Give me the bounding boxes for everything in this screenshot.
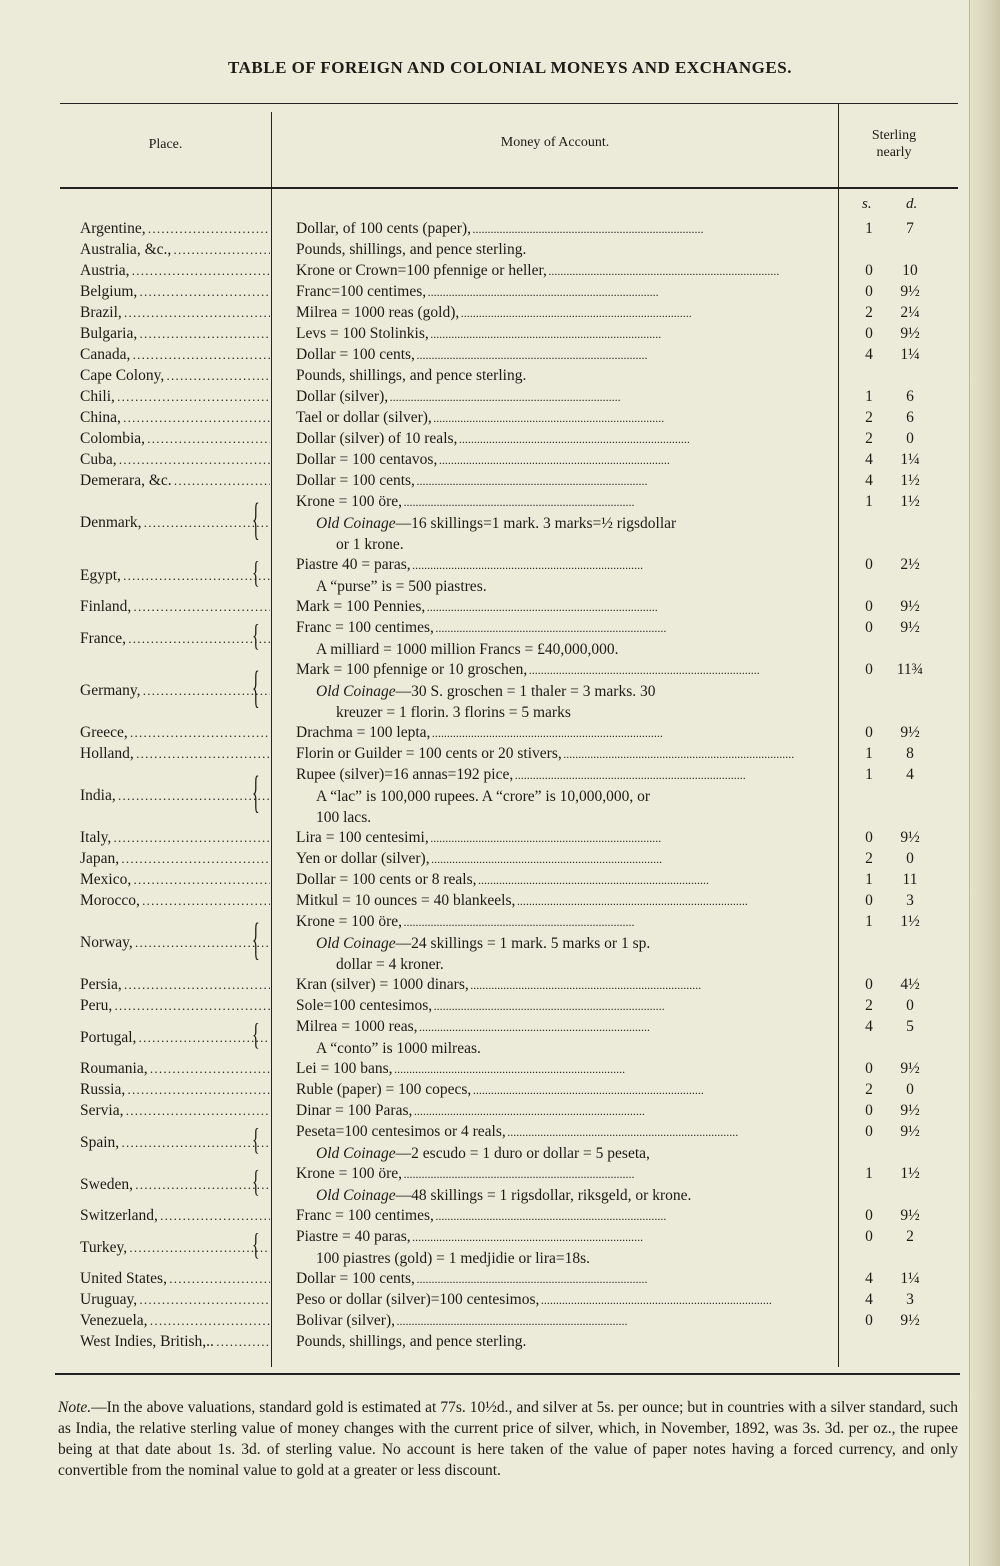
brace-mark: { (252, 557, 260, 591)
row-money-of-account (296, 974, 836, 996)
money-line: Milrea = 1000 reas (gold), . . . (296, 302, 836, 324)
row-pence: 9½ (900, 1312, 920, 1329)
row-money-of-account (296, 617, 836, 660)
row-shillings: 0 (865, 1207, 873, 1224)
row-pence: 9½ (900, 1207, 920, 1224)
table-row (0, 491, 960, 554)
table-row (0, 386, 960, 407)
row-pence: 1¼ (900, 346, 920, 363)
row-pence: 11 (902, 871, 918, 888)
money-line: Levs = 100 Stolinkis, . . . (296, 323, 836, 345)
row-pence: 2½ (900, 556, 920, 573)
row-money-of-account (296, 1016, 836, 1059)
money-line: Dollar (silver) of 10 reals, . . . (296, 428, 836, 450)
row-shillings: 0 (865, 1060, 873, 1077)
money-line: Dollar = 100 cents or 8 reals, . . . (296, 869, 836, 891)
row-money-of-account (296, 554, 836, 597)
row-money-of-account (296, 239, 836, 260)
money-note-line: A “conto” is 1000 milreas. (316, 1040, 481, 1057)
header-sterling (839, 127, 949, 161)
row-pence: 9½ (900, 724, 920, 741)
money-line: Mitkul = 10 ounces = 40 blankeels, . . . (296, 890, 836, 912)
row-shillings: 1 (865, 766, 873, 783)
table-row (0, 1205, 960, 1226)
table-row (0, 449, 960, 470)
money-line: Peseta=100 centesimos or 4 reals, . . . (296, 1121, 836, 1143)
row-place: West Indies, British,.. . . . (80, 1331, 270, 1352)
row-place: Portugal, . . . (80, 1027, 270, 1048)
row-shillings: 0 (865, 892, 873, 909)
row-shillings: 0 (865, 556, 873, 573)
row-place: Sweden, . . . (80, 1174, 270, 1195)
page-title: TABLE OF FOREIGN AND COLONIAL MONEYS AND EXCHANGES. (228, 58, 792, 77)
row-pence: 6 (906, 388, 914, 405)
money-line: Dollar = 100 cents, . . . (296, 1268, 836, 1290)
header-place: Place. (148, 137, 183, 152)
row-money-of-account (296, 281, 836, 303)
money-line: Mark = 100 pfennige or 10 groschen, . . . (296, 659, 836, 681)
table-row (0, 911, 960, 974)
row-shillings: 0 (865, 283, 873, 300)
money-line: Franc = 100 centimes, . . . (296, 1205, 836, 1227)
old-coinage-text: —48 skillings = 1 rigsdollar, riksgeld, or krone. (395, 1187, 692, 1204)
row-place: Australia, &c., . . . (80, 239, 270, 260)
row-place: Brazil, . . . (80, 302, 270, 323)
row-pence: 0 (906, 430, 914, 447)
money-line: Ruble (paper) = 100 copecs, . . . (296, 1079, 836, 1101)
money-line: Dinar = 100 Paras, . . . (296, 1100, 836, 1122)
money-line: Piastre = 40 paras, . . . (296, 1226, 836, 1248)
row-shillings: 4 (865, 451, 873, 468)
money-note-line: 100 lacs. (316, 809, 372, 826)
old-coinage-label: Old Coinage (316, 1145, 396, 1162)
row-money-of-account (296, 491, 836, 555)
table-row (0, 344, 960, 365)
brace-mark: { (252, 1019, 260, 1053)
row-money-of-account (296, 911, 836, 975)
brace-mark: { (252, 1166, 260, 1200)
money-line: Sole=100 centesimos, . . . (296, 995, 836, 1017)
row-shillings: 4 (865, 1018, 873, 1035)
row-shillings: 4 (865, 472, 873, 489)
footnote-label: Note. (58, 1399, 92, 1416)
row-money-of-account (296, 1268, 836, 1290)
table-row (0, 890, 960, 911)
row-pence: 9½ (900, 598, 920, 615)
row-money-of-account (296, 1058, 836, 1080)
row-pence: 0 (906, 850, 914, 867)
header-sterling-line2: nearly (876, 145, 912, 160)
row-pence: 2¼ (900, 304, 920, 321)
money-line: Pounds, shillings, and pence sterling. (296, 1333, 527, 1350)
brace-mark: { (252, 916, 260, 966)
table-row (0, 323, 960, 344)
money-line: Dollar = 100 centavos, . . . (296, 449, 836, 471)
row-pence: 3 (906, 892, 914, 909)
old-coinage-label: Old Coinage (316, 1187, 396, 1204)
row-place: Cape Colony, . . . (80, 365, 270, 386)
row-shillings: 2 (865, 430, 873, 447)
table-row (0, 764, 960, 827)
table-row (0, 995, 960, 1016)
money-note-line: 100 piastres (gold) = 1 medjidie or lira=18s. (316, 1250, 591, 1267)
row-place: Spain, . . . (80, 1132, 270, 1153)
row-place: Germany, . . . (80, 680, 270, 701)
money-note-line (296, 933, 836, 954)
money-line: Rupee (silver)=16 annas=192 pice, . . . (296, 764, 836, 786)
row-pence: 1¼ (900, 451, 920, 468)
row-money-of-account (296, 1121, 836, 1164)
row-place: United States, . . . (80, 1268, 270, 1289)
row-place: Venezuela, . . . (80, 1310, 270, 1331)
row-pence: 9½ (900, 619, 920, 636)
row-place: Chili, . . . (80, 386, 270, 407)
row-shillings: 0 (865, 661, 873, 678)
money-note-line: A milliard = 1000 million Francs = £40,000,000. (316, 641, 619, 658)
row-pence: 1½ (900, 913, 920, 930)
row-shillings: 0 (865, 1102, 873, 1119)
table-bottom-rule (55, 1373, 960, 1375)
old-coinage-label: Old Coinage (316, 935, 396, 952)
row-shillings: 1 (865, 220, 873, 237)
row-pence: 1¼ (900, 1270, 920, 1287)
row-shillings: 1 (865, 493, 873, 510)
row-shillings: 0 (865, 598, 873, 615)
money-line: Florin or Guilder = 100 cents or 20 stivers, . . . (296, 743, 836, 765)
row-shillings: 0 (865, 724, 873, 741)
row-pence: 4 (906, 766, 914, 783)
row-place: Argentine, . . . (80, 218, 270, 239)
table-row (0, 596, 960, 617)
row-shillings: 1 (865, 388, 873, 405)
row-money-of-account (296, 1205, 836, 1227)
old-coinage-text: —2 escudo = 1 duro or dollar = 5 peseta, (395, 1145, 650, 1162)
money-note-line: kreuzer = 1 florin. 3 florins = 5 marks (336, 704, 571, 721)
table-row (0, 659, 960, 722)
row-place: Turkey, . . . (80, 1237, 270, 1258)
money-line: Kran (silver) = 1000 dinars, . . . (296, 974, 836, 996)
money-line: Franc = 100 centimes, . . . (296, 617, 836, 639)
row-money-of-account (296, 1310, 836, 1332)
table-row (0, 1079, 960, 1100)
table-row (0, 1226, 960, 1268)
money-line: Lira = 100 centesimi, . . . (296, 827, 836, 849)
header-money: Money of Account. (500, 135, 610, 150)
table-row (0, 1058, 960, 1079)
table-row (0, 1289, 960, 1310)
old-coinage-text: —16 skillings=1 mark. 3 marks=½ rigsdollar (395, 515, 677, 532)
money-line: Franc=100 centimes, . . . (296, 281, 836, 303)
money-line: Lei = 100 bans, . . . (296, 1058, 836, 1080)
row-money-of-account (296, 302, 836, 324)
table-row (0, 281, 960, 302)
row-pence: 3 (906, 1291, 914, 1308)
row-money-of-account (296, 827, 836, 849)
row-place: Canada, . . . (80, 344, 270, 365)
old-coinage-label: Old Coinage (316, 683, 396, 700)
table-row (0, 869, 960, 890)
money-line: Milrea = 1000 reas, . . . (296, 1016, 836, 1038)
row-place: Belgium, . . . (80, 281, 270, 302)
table-row (0, 428, 960, 449)
row-place: Norway, . . . (80, 932, 270, 953)
row-money-of-account (296, 869, 836, 891)
row-money-of-account (296, 428, 836, 450)
money-line: Drachma = 100 lepta, . . . (296, 722, 836, 744)
row-shillings: 0 (865, 1228, 873, 1245)
row-money-of-account (296, 1163, 836, 1206)
row-shillings: 1 (865, 913, 873, 930)
row-place: Finland, . . . (80, 596, 270, 617)
money-line: Mark = 100 Pennies, . . . (296, 596, 836, 618)
header-shillings: s. (862, 196, 872, 212)
row-pence: 5 (906, 1018, 914, 1035)
money-line: Krone = 100 öre, . . . (296, 491, 836, 513)
row-place: Holland, . . . (80, 743, 270, 764)
row-place: Russia, . . . (80, 1079, 270, 1100)
money-line: Yen or dollar (silver), . . . (296, 848, 836, 870)
table-row (0, 1310, 960, 1331)
row-pence: 10 (902, 262, 918, 279)
row-shillings: 4 (865, 1291, 873, 1308)
money-note-line (296, 1185, 836, 1206)
row-place: Colombia, . . . (80, 428, 270, 449)
row-place: Morocco, . . . (80, 890, 270, 911)
row-pence: 9½ (900, 1060, 920, 1077)
money-note-line: A “lac” is 100,000 rupees. A “crore” is 10,000,000, or (316, 788, 651, 805)
money-note-line (296, 1143, 836, 1164)
row-pence: 1½ (900, 1165, 920, 1182)
table-row (0, 470, 960, 491)
table-row (0, 617, 960, 659)
table-top-rule (60, 103, 958, 104)
table-row (0, 1268, 960, 1289)
brace-mark: { (252, 620, 260, 654)
row-shillings: 2 (865, 997, 873, 1014)
row-money-of-account (296, 890, 836, 912)
table-row (0, 827, 960, 848)
money-line: Pounds, shillings, and pence sterling. (296, 241, 527, 258)
row-place: Demerara, &c. . . . (80, 470, 270, 491)
header-sterling-line1: Sterling (871, 128, 917, 143)
row-place: Denmark, . . . (80, 512, 270, 533)
row-money-of-account (296, 449, 836, 471)
row-shillings: 0 (865, 325, 873, 342)
row-shillings: 1 (865, 1165, 873, 1182)
money-line: Pounds, shillings, and pence sterling. (296, 367, 527, 384)
row-place: China, . . . (80, 407, 270, 428)
row-place: Greece, . . . (80, 722, 270, 743)
row-place: Switzerland, . . . (80, 1205, 270, 1226)
row-pence: 11¾ (896, 661, 924, 678)
row-pence: 1½ (900, 493, 920, 510)
table-row (0, 848, 960, 869)
row-shillings: 0 (865, 1312, 873, 1329)
row-pence: 9½ (900, 283, 920, 300)
row-money-of-account (296, 848, 836, 870)
table-row (0, 365, 960, 386)
row-money-of-account (296, 260, 836, 282)
old-coinage-text: —30 S. groschen = 1 thaler = 3 marks. 30 (395, 683, 656, 700)
table-row (0, 1163, 960, 1205)
row-place: Peru, . . . (80, 995, 270, 1016)
table-row (0, 407, 960, 428)
row-money-of-account (296, 386, 836, 408)
brace-mark: { (252, 769, 260, 819)
brace-mark: { (252, 1124, 260, 1158)
brace-mark: { (252, 1229, 260, 1263)
row-shillings: 2 (865, 850, 873, 867)
row-pence: 2 (906, 1228, 914, 1245)
row-place: Mexico, . . . (80, 869, 270, 890)
row-shillings: 0 (865, 262, 873, 279)
row-money-of-account (296, 743, 836, 765)
row-money-of-account (296, 1079, 836, 1101)
money-line: Dollar, of 100 cents (paper), . . . (296, 218, 836, 240)
row-money-of-account (296, 995, 836, 1017)
money-note-line (296, 681, 836, 702)
row-money-of-account (296, 722, 836, 744)
row-pence: 6 (906, 409, 914, 426)
row-place: Bulgaria, . . . (80, 323, 270, 344)
row-money-of-account (296, 470, 836, 492)
table-row (0, 1100, 960, 1121)
money-line: Krone = 100 öre, . . . (296, 1163, 836, 1185)
row-place: Austria, . . . (80, 260, 270, 281)
row-place: Servia, . . . (80, 1100, 270, 1121)
row-money-of-account (296, 596, 836, 618)
row-pence: 8 (906, 745, 914, 762)
row-place: Egypt, . . . (80, 565, 270, 586)
table-row (0, 302, 960, 323)
header-pence: d. (906, 196, 918, 212)
table-row (0, 743, 960, 764)
money-line: Dollar = 100 cents, . . . (296, 470, 836, 492)
money-line: Bolivar (silver), . . . (296, 1310, 836, 1332)
table-row (0, 1331, 960, 1352)
row-shillings: 0 (865, 829, 873, 846)
table-row (0, 974, 960, 995)
old-coinage-label: Old Coinage (316, 515, 396, 532)
money-note-line (296, 513, 836, 534)
brace-mark: { (252, 664, 260, 714)
money-line: Dollar = 100 cents, . . . (296, 344, 836, 366)
row-pence: 4½ (900, 976, 920, 993)
old-coinage-text: —24 skillings = 1 mark. 5 marks or 1 sp. (395, 935, 651, 952)
row-place: Uruguay, . . . (80, 1289, 270, 1310)
table-row (0, 722, 960, 743)
row-shillings: 0 (865, 619, 873, 636)
row-money-of-account (296, 1226, 836, 1269)
row-place: Italy, . . . (80, 827, 270, 848)
row-pence: 0 (906, 997, 914, 1014)
row-pence: 9½ (900, 1102, 920, 1119)
table-row (0, 554, 960, 596)
row-place: Persia, . . . (80, 974, 270, 995)
row-money-of-account (296, 365, 836, 386)
row-place: France, . . . (80, 628, 270, 649)
row-pence: 9½ (900, 1123, 920, 1140)
row-money-of-account (296, 1100, 836, 1122)
row-place: Japan, . . . (80, 848, 270, 869)
row-money-of-account (296, 323, 836, 345)
money-line: Dollar (silver), . . . (296, 386, 836, 408)
money-line: Piastre 40 = paras, . . . (296, 554, 836, 576)
row-money-of-account (296, 218, 836, 240)
row-pence: 0 (906, 1081, 914, 1098)
money-line: Krone or Crown=100 pfennige or heller, . . . (296, 260, 836, 282)
row-shillings: 4 (865, 346, 873, 363)
row-shillings: 2 (865, 409, 873, 426)
table-row (0, 1121, 960, 1163)
brace-mark: { (252, 496, 260, 546)
table-row (0, 1016, 960, 1058)
footnote-text: —In the above valuations, standard gold is estimated at 77s. 10½d., and silver at 5s. per ounce; but in countries with a silver standard, such as India, the relative sterling value of money changes with the current price of silver, which, in November, 1892, was 3s. 3d. per oz., the rupee being at that date about 1s. 3d. of sterling value. No account is here taken of the value of paper notes having a forced currency, and only convertible from the nominal value to gold at a greater or less discount. (58, 1399, 958, 1479)
money-note-line: A “purse” is = 500 piastres. (316, 578, 487, 595)
row-pence: 9½ (900, 325, 920, 342)
money-line: Krone = 100 öre, . . . (296, 911, 836, 933)
table-row (0, 260, 960, 281)
money-note-line: dollar = 4 kroner. (336, 956, 444, 973)
row-shillings: 0 (865, 976, 873, 993)
row-shillings: 0 (865, 1123, 873, 1140)
row-shillings: 1 (865, 745, 873, 762)
money-line: Tael or dollar (silver), . . . (296, 407, 836, 429)
table-row (0, 239, 960, 260)
row-money-of-account (296, 1289, 836, 1311)
table-row (0, 218, 960, 239)
row-pence: 1½ (900, 472, 920, 489)
money-line: Peso or dollar (silver)=100 centesimos, . . . (296, 1289, 836, 1311)
row-money-of-account (296, 1331, 836, 1352)
money-note-line: or 1 krone. (336, 536, 404, 553)
row-place: Cuba, . . . (80, 449, 270, 470)
header-bottom-rule (60, 187, 958, 189)
footnote (58, 1397, 958, 1481)
row-shillings: 2 (865, 1081, 873, 1098)
row-money-of-account (296, 407, 836, 429)
row-money-of-account (296, 344, 836, 366)
row-shillings: 4 (865, 1270, 873, 1287)
row-shillings: 1 (865, 871, 873, 888)
row-money-of-account (296, 764, 836, 828)
row-place: India, . . . (80, 785, 270, 806)
row-pence: 9½ (900, 829, 920, 846)
row-place: Roumania, . . . (80, 1058, 270, 1079)
page-binding-edge (969, 0, 1000, 1566)
row-pence: 7 (906, 220, 914, 237)
row-money-of-account (296, 659, 836, 723)
row-shillings: 2 (865, 304, 873, 321)
